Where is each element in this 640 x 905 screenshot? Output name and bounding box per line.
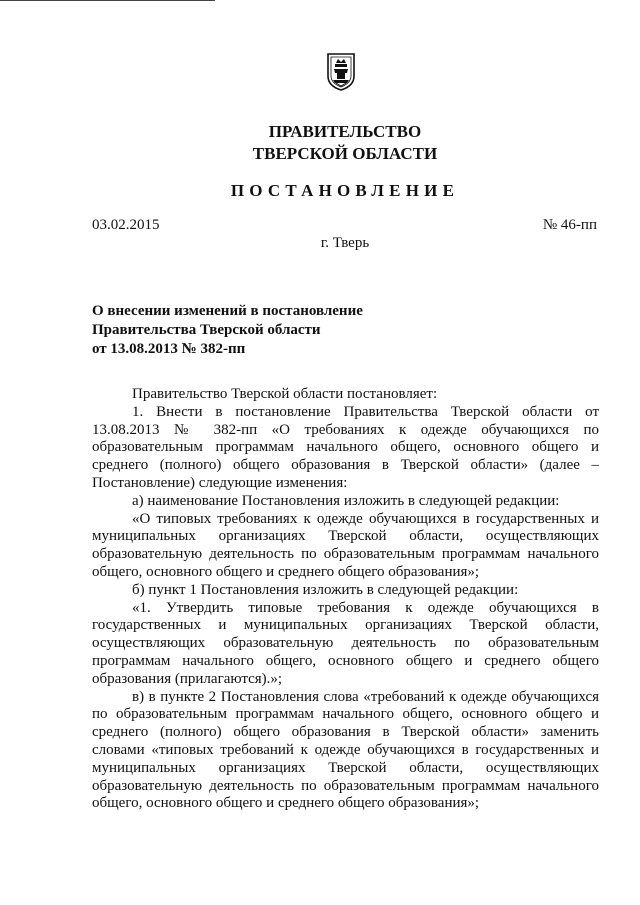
- subject-line: от 13.08.2013 № 382-пп: [92, 341, 246, 357]
- body-paragraph: б) пункт 1 Постановления изложить в следующей редакции:: [132, 581, 519, 598]
- body-paragraph: «1. Утвердить типовые требования к одежде обучающихся в государственных и муниципальных организациях Тверской области, осуществляющих образовательную деятельность по образовательным программам начального общего, основного общего и среднего общего образования (прилагаются).»;: [92, 599, 599, 687]
- subject-line: Правительства Тверской области: [92, 322, 321, 338]
- organization-name-line1: ПРАВИТЕЛЬСТВО: [268, 122, 422, 141]
- document-type: ПОСТАНОВЛЕНИЕ: [230, 181, 460, 200]
- document-city: г. Тверь: [320, 235, 370, 251]
- document-number: № 46-пп: [542, 217, 597, 233]
- subject-line: О внесении изменений в постановление: [92, 303, 363, 319]
- document-date: 03.02.2015: [92, 217, 160, 233]
- document-body: [92, 386, 599, 813]
- body-paragraph: Правительство Тверской области постановляет:: [132, 386, 438, 402]
- body-paragraph: «О типовых требованиях к одежде обучающихся в государственных и муниципальных организациях Тверской области, осуществляющих образовательную деятельность по образовательным программам начального общего, основного общего и среднего общего образования»;: [92, 510, 599, 580]
- body-paragraph: 1. Внести в постановление Правительства Тверской области от 13.08.2013 № 382-пп «О требованиях к одежде обучающихся по образовательным программам начального общего, основного общего и среднего (полного) общего образования в Тверской области» (далее – Постановление) следующие изменения:: [92, 403, 599, 491]
- body-paragraph: в) в пункте 2 Постановления слова «требований к одежде обучающихся по образовательным программам начального общего, основного общего и среднего (полного) общего образования в Тверской области» заменить словами «типовых требований к одежде обучающихся в государственных и муниципальных организациях Тверской области, осуществляющих образовательную деятельность по образовательным программам начального общего, основного общего и среднего общего образования»;: [92, 688, 599, 812]
- coat-of-arms-tver-icon: [326, 52, 356, 92]
- body-paragraph: а) наименование Постановления изложить в следующей редакции:: [132, 492, 560, 509]
- document-subject: [92, 302, 412, 359]
- organization-name-line2: ТВЕРСКОЙ ОБЛАСТИ: [252, 144, 438, 163]
- scan-edge-line: [0, 0, 215, 1]
